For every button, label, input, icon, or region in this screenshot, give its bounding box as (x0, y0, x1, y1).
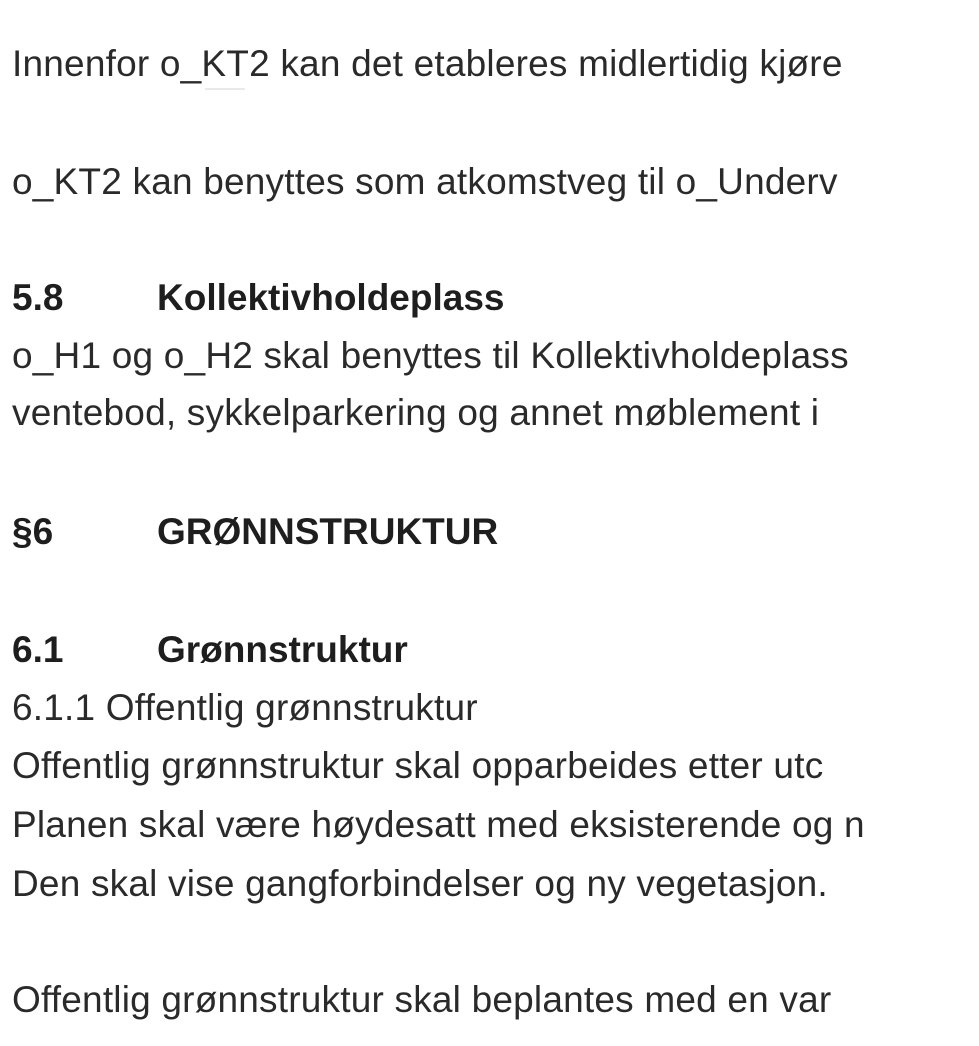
section-5-8-body-line-2: ventebod, sykkelparkering og annet møblement i (12, 392, 820, 433)
chapter-heading-6 (12, 510, 498, 554)
scan-artifact-line (205, 88, 245, 90)
chapter-number: §6 (12, 511, 54, 552)
section-title: Kollektivholdeplass (157, 277, 505, 318)
paragraph-kt2-temporary: Innenfor o_KT2 kan det etableres midlertidig kjøre (12, 43, 843, 84)
subsection-6-1-1-body-line-1: Offentlig grønnstruktur skal opparbeides etter utc (12, 745, 824, 786)
paragraph-kt2-access: o_KT2 kan benyttes som atkomstveg til o_Underv (12, 161, 838, 202)
paragraph-planting: Offentlig grønnstruktur skal beplantes med en var (12, 979, 832, 1020)
section-heading-6-1 (12, 628, 408, 672)
section-title: Grønnstruktur (157, 629, 408, 670)
chapter-title: GRØNNSTRUKTUR (157, 511, 499, 552)
section-heading-5-8 (12, 276, 505, 320)
subsection-6-1-1-body-line-3: Den skal vise gangforbindelser og ny vegetasjon. (12, 863, 828, 904)
subsection-heading-6-1-1: 6.1.1 Offentlig grønnstruktur (12, 687, 478, 728)
section-number: 6.1 (12, 629, 64, 670)
subsection-6-1-1-body-line-2: Planen skal være høydesatt med eksisterende og n (12, 804, 865, 845)
section-5-8-body-line-1: o_H1 og o_H2 skal benyttes til Kollektivholdeplass (12, 335, 849, 376)
section-number: 5.8 (12, 277, 64, 318)
